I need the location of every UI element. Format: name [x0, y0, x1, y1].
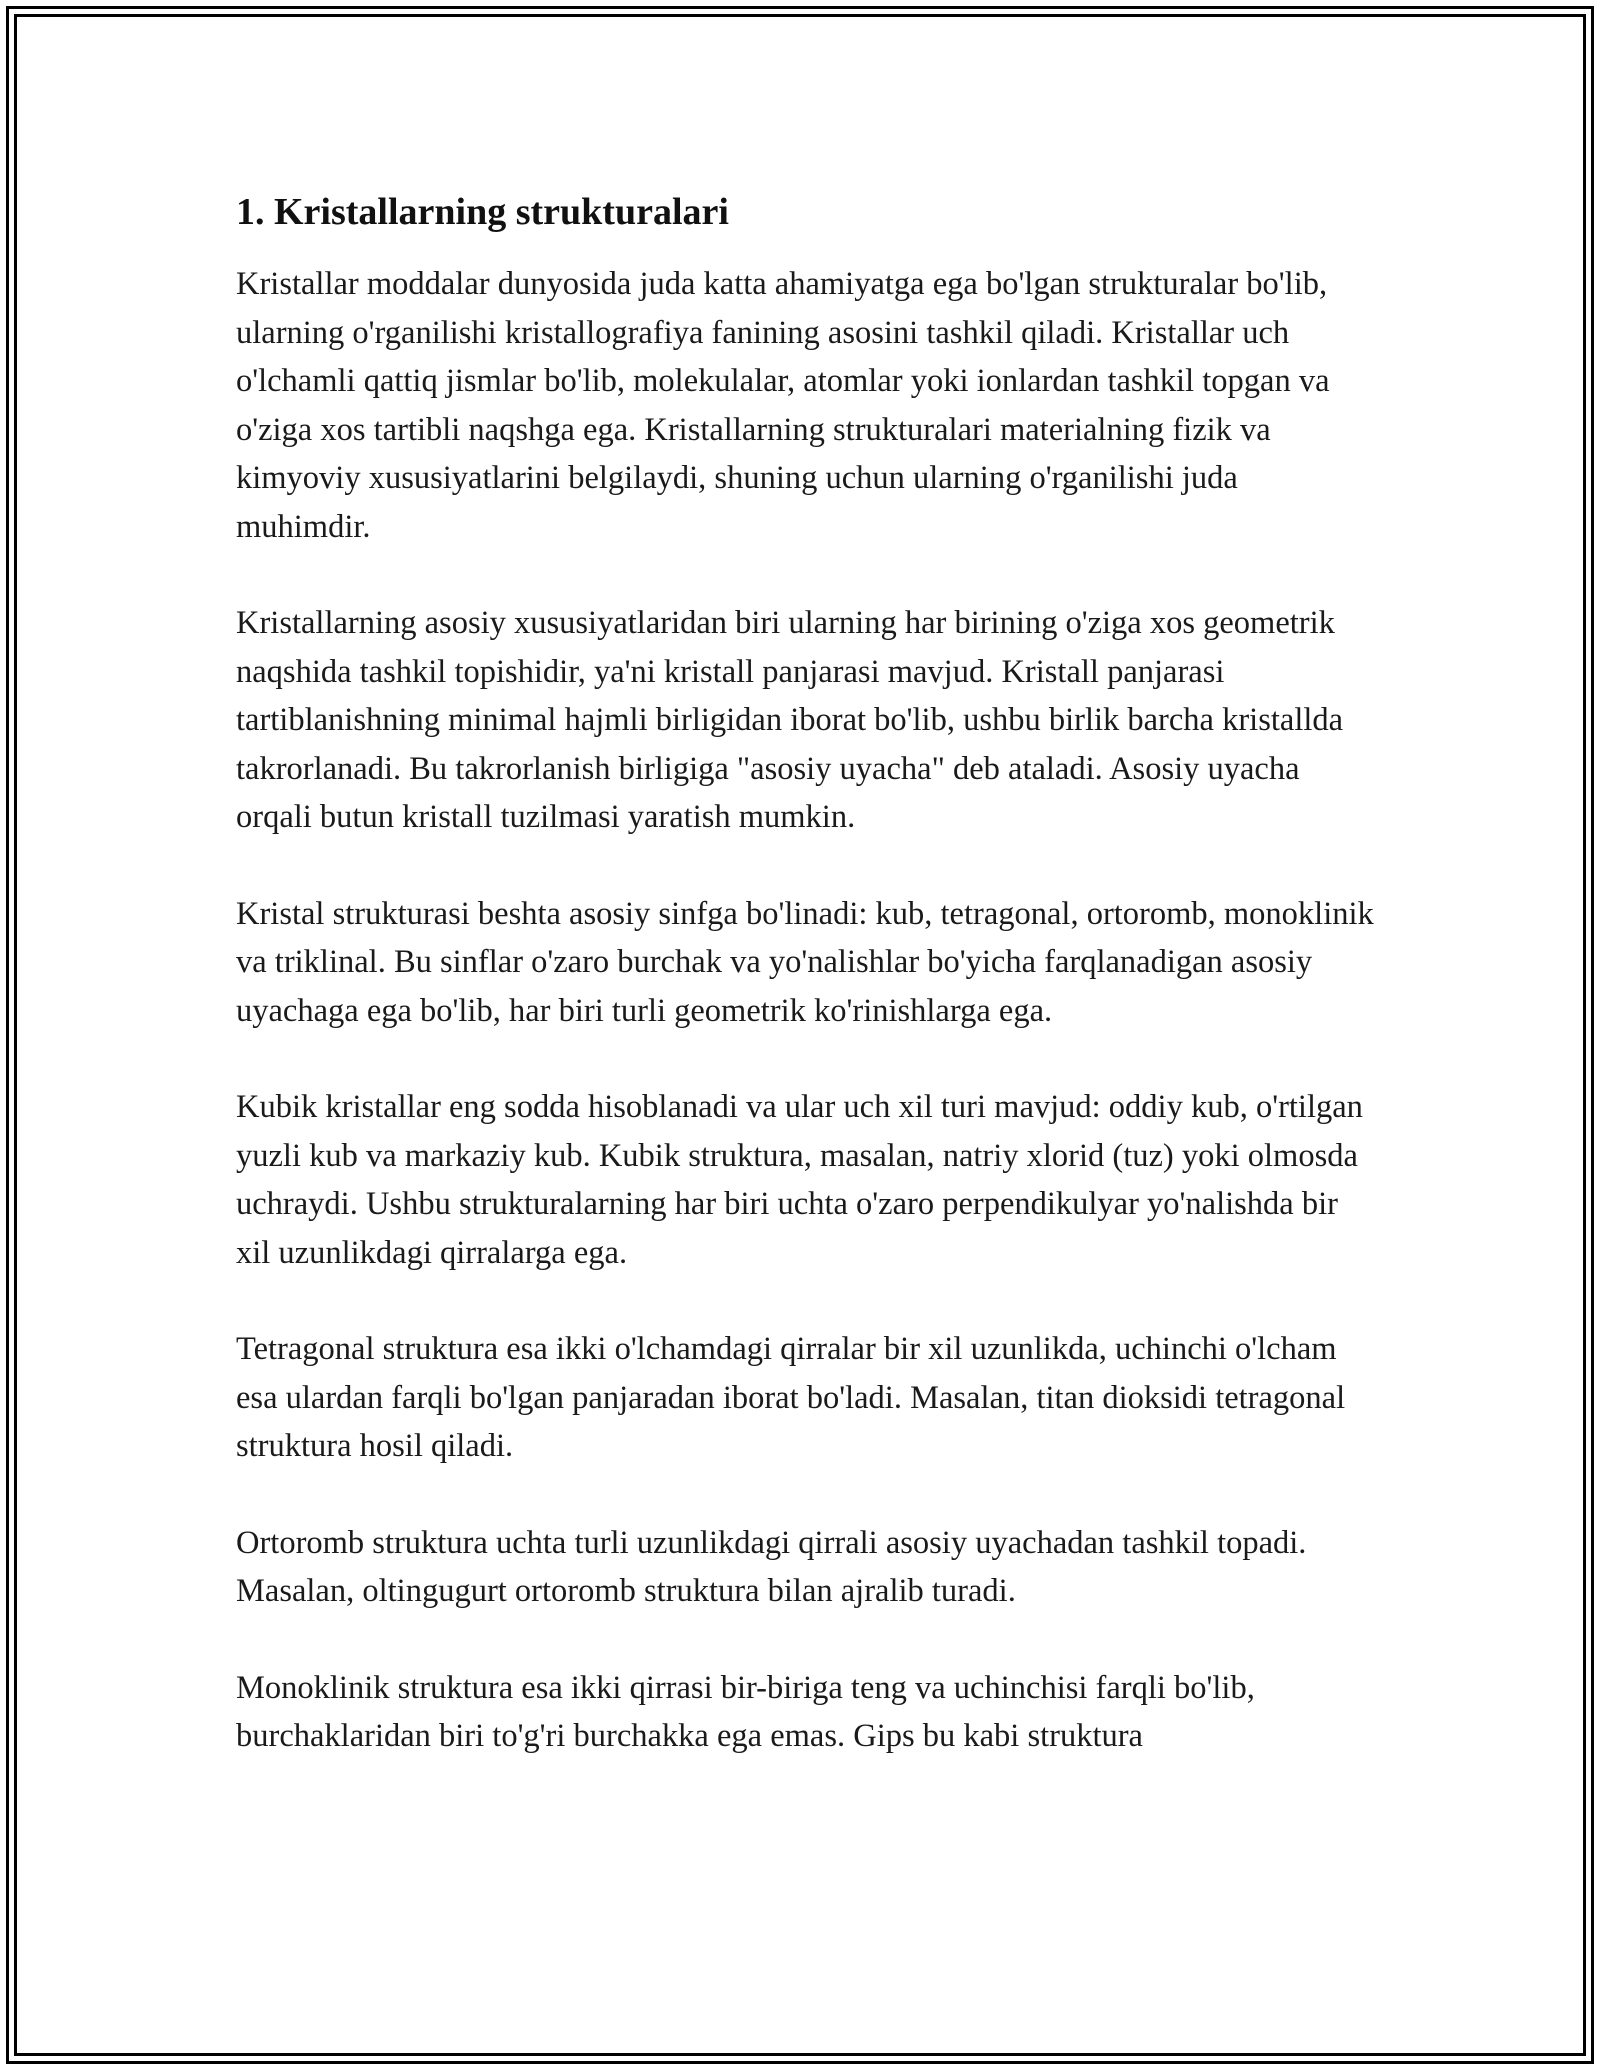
- document-body: [236, 186, 1376, 1809]
- section-heading: 1. Kristallarning strukturalari: [236, 191, 729, 233]
- paragraph-lattice: Kristallarning asosiy xususiyatlaridan biri ularning har birining o'ziga xos geometrik naqshida tashkil topishidir, ya'ni kristall panjarasi mavjud. Kristall panjarasi tartiblanishning minimal hajmli birligidan iborat bo'lib, ushbu birlik barcha kristallda takrorlanadi. Bu takrorlanish birligiga "asosiy uyacha" deb ataladi. Asosiy uyacha orqali butun kristall tuzilmasi yaratish mumkin.: [236, 605, 1344, 835]
- paragraph-tetragonal: Tetragonal struktura esa ikki o'lchamdagi qirralar bir xil uzunlikda, uchinchi o'lcham esa ulardan farqli bo'lgan panjaradan iborat bo'ladi. Masalan, titan dioksidi tetragonal struktura hosil qiladi.: [236, 1331, 1346, 1464]
- paragraph-classes: Kristal strukturasi beshta asosiy sinfga bo'linadi: kub, tetragonal, ortoromb, monoklinik va triklinal. Bu sinflar o'zaro burchak va yo'nalishlar bo'yicha farqlanadigan asosiy uyachaga ega bo'lib, har biri turli geometrik ko'rinishlarga ega.: [236, 895, 1374, 1029]
- paragraph-intro: Kristallar moddalar dunyosida juda katta ahamiyatga ega bo'lgan strukturalar bo'lib, ularning o'rganilishi kristallografiya fanining asosini tashkil qiladi. Kristallar uch o'lchamli qattiq jismlar bo'lib, molekulalar, atomlar yoki ionlardan tashkil topgan va o'ziga xos tartibli naqshga ega. Kristallarning strukturalari materialning fizik va kimyoviy xususiyatlarini belgilaydi, shuning uchun ularning o'rganilishi juda muhimdir.: [236, 266, 1330, 545]
- paragraph-orthorhombic: Ortoromb struktura uchta turli uzunlikdagi qirrali asosiy uyachadan tashkil topadi. Masalan, oltingugurt ortoromb struktura bilan ajralib turadi.: [236, 1524, 1307, 1609]
- paragraph-monoclinic: Monoklinik struktura esa ikki qirrasi bir-biriga teng va uchinchisi farqli bo'lib, burchaklaridan biri to'g'ri burchakka ega emas. Gips bu kabi struktura: [236, 1669, 1255, 1754]
- paragraph-cubic: Kubik kristallar eng sodda hisoblanadi va ular uch xil turi mavjud: oddiy kub, o'rtilgan yuzli kub va markaziy kub. Kubik struktura, masalan, natriy xlorid (tuz) yoki olmosda uchraydi. Ushbu strukturalarning har biri uchta o'zaro perpendikulyar yo'nalishda bir xil uzunlikdagi qirralarga ega.: [236, 1089, 1363, 1271]
